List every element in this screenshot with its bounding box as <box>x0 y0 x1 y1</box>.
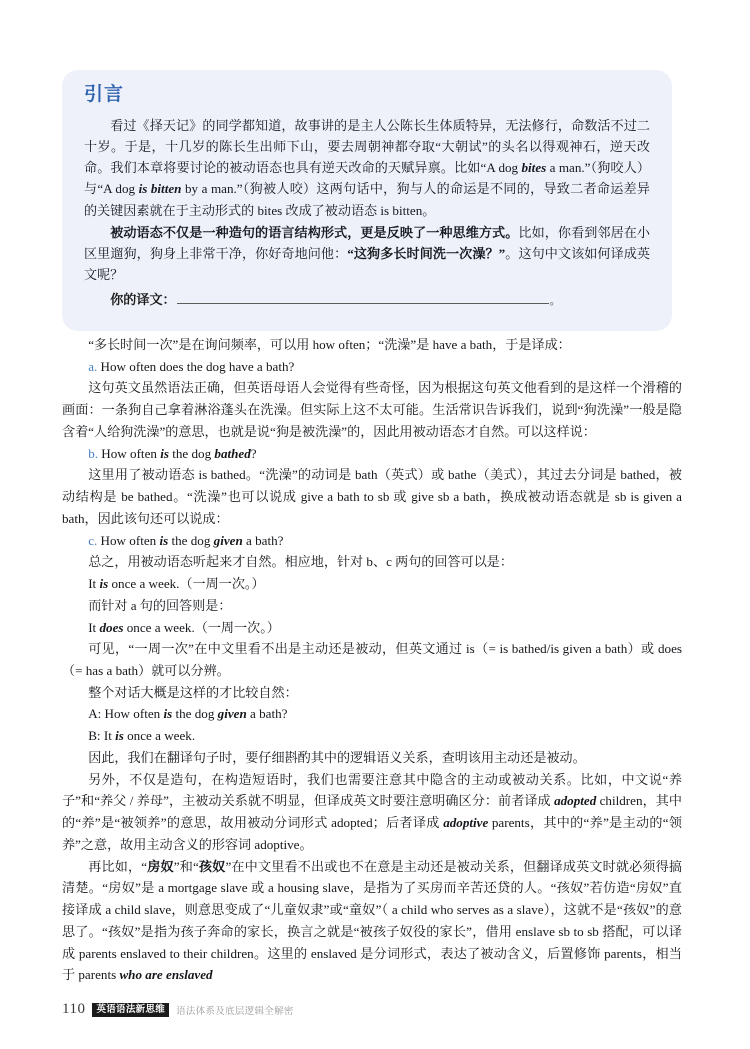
your-translation-label: 你的译文： <box>110 292 176 308</box>
text-run: 另外，不仅是造句，在构造短语时，我们也需要注意其中隐含的主动或被动关系。比如，中文说“养子”和“养父 / 养母”，主被动关系就不明显，但译成英文时要注意明确区分：前者译成 <box>62 771 682 809</box>
text-run: 总之，用被动语态听起来才自然。相应地，针对 b、c 两句的回答可以是： <box>88 554 513 570</box>
example-marker: b. <box>88 445 99 461</box>
text-run: is <box>159 532 169 548</box>
text-run: parents，其中的“养”是主动的“领养”之意，故用主动含义的形容词 adoptive。 <box>62 815 682 852</box>
text-run: once a week. <box>123 728 196 744</box>
body-paragraph <box>62 377 682 442</box>
book-subtitle: 语法体系及底层逻辑全解密 <box>176 1005 294 1017</box>
text-run: does <box>99 619 124 635</box>
text-run: B: It <box>88 728 116 744</box>
text-run: given <box>217 706 247 722</box>
text-run: once a week.（一周一次。） <box>108 576 265 592</box>
text-run: bathed <box>214 445 251 461</box>
page-footer <box>62 1001 294 1018</box>
text-run: 可见，“一周一次”在中文里看不出是主动还是被动，但英文通过 is（= is bathed/is given a bath）或 does（= has a bath）就可以分辨。 <box>62 641 682 679</box>
text-run: the dog <box>168 532 214 548</box>
text-run: It <box>88 619 100 635</box>
text-run: ”和“ <box>173 858 199 874</box>
text-run: is <box>115 728 124 744</box>
example-sentence <box>62 703 682 725</box>
text-run: a man.”（狗咬人）与“A dog <box>84 160 651 197</box>
text-run: 比如，你看到邻居在小区里遛狗，狗身上非常干净，你好奇地问他： <box>84 224 651 262</box>
text-run: 因此，我们在翻译句子时，要仔细斟酌其中的逻辑语义关系，查明该用主动还是被动。 <box>88 749 586 765</box>
your-translation-row <box>84 289 650 311</box>
text-run: 这句英文虽然语法正确，但英语母语人会觉得有些奇怪，因为根据这句英文他看到的是这样一个滑稽的画面：一条狗自己拿着淋浴蓬头在洗澡。但实际上这不太可能。生活常识告诉我们，说到“狗洗澡”一般是隐含着“人给狗洗澡”的意思，也就是说“狗是被洗澡”的，因此用被动语态才自然。可以这样说： <box>62 380 682 439</box>
body-paragraph <box>62 769 682 856</box>
your-translation-input[interactable] <box>177 291 549 304</box>
text-run: ? <box>250 445 257 461</box>
text-run: is <box>99 576 109 592</box>
text-run: a bath? <box>246 706 288 722</box>
text-run: by a man.”（狗被人咬）这两句话中，狗与人的命运是不同的，导致二者命运差异的关键因素就在于主动形式的 bites 改成了被动语态 is bitten。 <box>84 181 650 218</box>
body-paragraph <box>62 747 682 769</box>
text-run: It <box>88 576 100 592</box>
example-marker: c. <box>88 532 98 548</box>
body-paragraph <box>62 682 682 704</box>
body-paragraph <box>62 856 682 986</box>
body-paragraph <box>62 334 682 356</box>
example-sentence <box>62 617 682 639</box>
text-run: 看过《择天记》的同学都知道，故事讲的是主人公陈长生体质特异，无法修行，命数活不过二十岁。于是，十几岁的陈长生出师下山，要去周朝神都夺取“大朝试”的头名以得观神石，逆天改命。我们本章将要讨论的被动语态也具有逆天改命的天赋异禀。比如“A dog <box>84 117 650 176</box>
text-run: who are enslaved <box>119 967 213 983</box>
text-run: given <box>213 532 243 548</box>
text-run: A: How often <box>88 706 164 722</box>
text-run: How often <box>98 445 161 461</box>
text-run: adoptive <box>443 815 489 831</box>
intro-paragraph <box>84 115 650 221</box>
text-run: How often does the dog have a bath? <box>97 358 295 374</box>
example-sentence <box>62 356 682 378</box>
text-run: a bath? <box>242 532 284 548</box>
intro-paragraph <box>84 222 650 286</box>
text-run: once a week.（一周一次。） <box>123 619 280 635</box>
text-run: 被动语态不仅是一种造句的语言结构形式，更是反映了一种思维方式。 <box>110 224 519 240</box>
your-translation-trailing-period: 。 <box>549 295 561 308</box>
text-run: 这里用了被动语态 is bathed。“洗澡”的动词是 bath（英式）或 bathe（美式），其过去分词是 bathed，被动结构是 be bathed。“洗澡”也可以说成 give a bath to sb 或 give sb a bath，换成被动语态就是 sb is given a bath，因此该句还可以说成： <box>62 467 682 526</box>
intro-callout-box <box>62 70 672 331</box>
example-sentence <box>62 573 682 595</box>
body-paragraph <box>62 595 682 617</box>
body-paragraph <box>62 464 682 529</box>
body-paragraph <box>62 551 682 573</box>
text-run: 整个对话大概是这样的才比较自然： <box>88 684 298 700</box>
intro-paragraphs <box>84 115 650 286</box>
text-run: children，其中的“养”是“被领养”的意思，故用被动分词形式 adopted；后者译成 <box>62 793 682 831</box>
example-sentence <box>62 443 682 465</box>
body-paragraph <box>62 638 682 681</box>
text-run: 。这句中文该如何译成英文呢？ <box>84 246 651 283</box>
text-run: bites <box>521 160 547 176</box>
book-title-badge: 英语语法新思维 <box>92 1003 169 1017</box>
text-run: is bitten <box>138 181 182 197</box>
text-run: is <box>160 445 169 461</box>
text-run: the dog <box>172 706 218 722</box>
text-run: 而针对 a 句的回答则是： <box>88 597 232 613</box>
text-run: How often <box>97 532 160 548</box>
text-run: ”在中文里看不出或也不在意是主动还是被动关系，但翻译成英文时就必须得搞清楚。“房奴”是 a mortgage slave 或 a housing slave，是指为了买房而辛苦还贷的人。“孩奴”若仿造“房奴”直接译成 a child slave，则意思变成了“儿童奴隶”或“童奴”（ a child who serves as a slave），这就不是“孩奴”的意思了。“孩奴”是指为孩子奔命的家长，换言之就是“被孩子奴役的家长”，借用 enslave sb to sb 搭配，可以译成 parents enslaved to their children。这里的 enslaved 是分词形式，表达了被动含义，后置修饰 parents，相当于 parents <box>62 858 683 983</box>
text-run: “这狗多长时间洗一次澡？” <box>347 246 506 262</box>
text-run: adopted <box>554 793 597 809</box>
text-run: 孩奴 <box>198 858 226 874</box>
text-run: “多长时间一次”是在询问频率，可以用 how often；“洗澡”是 have a bath，于是译成： <box>88 337 571 352</box>
text-run: the dog <box>168 445 215 461</box>
example-marker: a. <box>88 358 98 374</box>
example-sentence <box>62 530 682 552</box>
text-run: 房奴 <box>147 858 174 874</box>
page-number: 110 <box>62 1001 86 1017</box>
text-run: 再比如，“ <box>88 858 148 874</box>
intro-heading: 引言 <box>84 84 125 105</box>
text-run: is <box>163 706 173 722</box>
main-body-text <box>62 334 682 986</box>
example-sentence <box>62 725 682 747</box>
